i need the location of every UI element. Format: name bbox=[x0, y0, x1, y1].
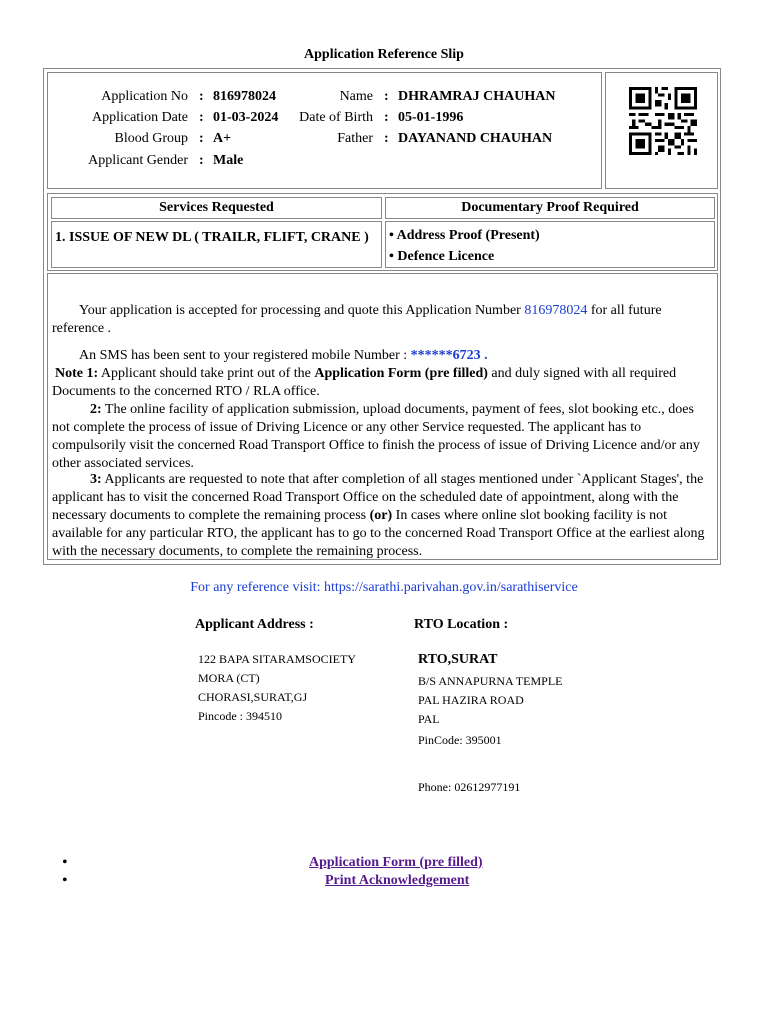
address-line: 122 BAPA SITARAMSOCIETY bbox=[198, 652, 356, 666]
rto-address-line: B/S ANNAPURNA TEMPLE bbox=[418, 674, 563, 688]
blood-group-value: A+ bbox=[213, 131, 232, 146]
colon: : bbox=[384, 131, 389, 146]
print-acknowledgement-link[interactable]: Print Acknowledgement bbox=[325, 873, 470, 888]
colon: : bbox=[199, 110, 204, 125]
rto-phone: Phone: 02612977191 bbox=[418, 780, 521, 794]
accepted-app-number: 816978024 bbox=[524, 303, 588, 318]
note-2: 2: The online facility of application submission, upload documents, payment of fees, slot booking etc., does not complete the process of issue of Driving Licence or any other Service requested. The applicant has to compulsorily visit the concerned Road Transport Office to finish the process of issue of Driving Licence and/or any other associated services. bbox=[52, 402, 700, 471]
proof-header: Documentary Proof Required bbox=[385, 197, 715, 219]
colon: : bbox=[384, 110, 389, 125]
application-no-label: Application No bbox=[101, 89, 188, 104]
rto-address bbox=[418, 672, 562, 750]
rto-location-heading: RTO Location : bbox=[414, 617, 509, 632]
application-no-value: 816978024 bbox=[213, 89, 276, 104]
service-item: 1. ISSUE OF NEW DL ( TRAILR, FLIFT, CRANE ) bbox=[51, 221, 382, 268]
bullet: • bbox=[62, 854, 68, 871]
address-line: CHORASI,SURAT,GJ bbox=[198, 690, 308, 704]
masked-mobile-number: ******6723 . bbox=[410, 348, 488, 363]
colon: : bbox=[384, 89, 389, 104]
name-label: Name bbox=[339, 89, 373, 104]
qr-code-box bbox=[605, 72, 718, 189]
note-1: Note 1: Applicant should take print out of the Application Form (pre filled) and duly signed with all required Documents to the concerned RTO / RLA office. bbox=[52, 366, 677, 399]
name-value: DHRAMRAJ CHAUHAN bbox=[398, 89, 556, 104]
rto-address-line: PAL HAZIRA ROAD bbox=[418, 693, 524, 707]
accepted-message: Your application is accepted for processing and quote this Application Number 816978024 for all future reference . bbox=[52, 303, 662, 336]
gender-label: Applicant Gender bbox=[88, 153, 188, 168]
proof-item: • Defence Licence bbox=[389, 249, 495, 264]
services-header: Services Requested bbox=[51, 197, 382, 219]
note-3: 3: Applicants are requested to note that after completion of all stages mentioned under `Applicant Stages', the applicant has to visit the concerned Road Transport Office on the scheduled date of appointment, along with the necessary documents to complete the remaining process (or) In cases where online slot booking facility is not available for any particular RTO, the applicant has to go to the concerned Road Transport Office at the earliest along with the necessary documents, to complete the remaining process. bbox=[52, 472, 705, 559]
colon: : bbox=[199, 153, 204, 168]
father-value: DAYANAND CHAUHAN bbox=[398, 131, 553, 146]
message-box bbox=[47, 273, 718, 560]
address-line: Pincode : 394510 bbox=[198, 709, 282, 723]
qr-code-icon bbox=[629, 87, 697, 155]
application-date-label: Application Date bbox=[91, 110, 188, 125]
dob-value: 05-01-1996 bbox=[398, 110, 464, 125]
gender-value: Male bbox=[213, 153, 244, 168]
application-form-link[interactable]: Application Form (pre filled) bbox=[309, 855, 483, 870]
address-line: MORA (CT) bbox=[198, 671, 260, 685]
rto-name: RTO,SURAT bbox=[418, 652, 498, 667]
proof-list bbox=[385, 221, 715, 268]
applicant-address bbox=[198, 650, 356, 726]
blood-group-label: Blood Group bbox=[114, 131, 188, 146]
proof-item: • Address Proof (Present) bbox=[389, 228, 540, 243]
slip-title: Application Reference Slip bbox=[304, 47, 464, 62]
applicant-address-heading: Applicant Address : bbox=[195, 617, 314, 632]
application-date-value: 01-03-2024 bbox=[213, 110, 279, 125]
rto-address-line: PAL bbox=[418, 712, 440, 726]
father-label: Father bbox=[337, 131, 373, 146]
colon: : bbox=[199, 89, 204, 104]
rto-address-line: PinCode: 395001 bbox=[418, 733, 502, 747]
dob-label: Date of Birth bbox=[299, 110, 373, 125]
sms-message: An SMS has been sent to your registered mobile Number : ******6723 . bbox=[79, 348, 488, 363]
colon: : bbox=[199, 131, 204, 146]
bullet: • bbox=[62, 872, 68, 889]
reference-link[interactable]: For any reference visit: https://sarathi.parivahan.gov.in/sarathiservice bbox=[190, 580, 578, 595]
